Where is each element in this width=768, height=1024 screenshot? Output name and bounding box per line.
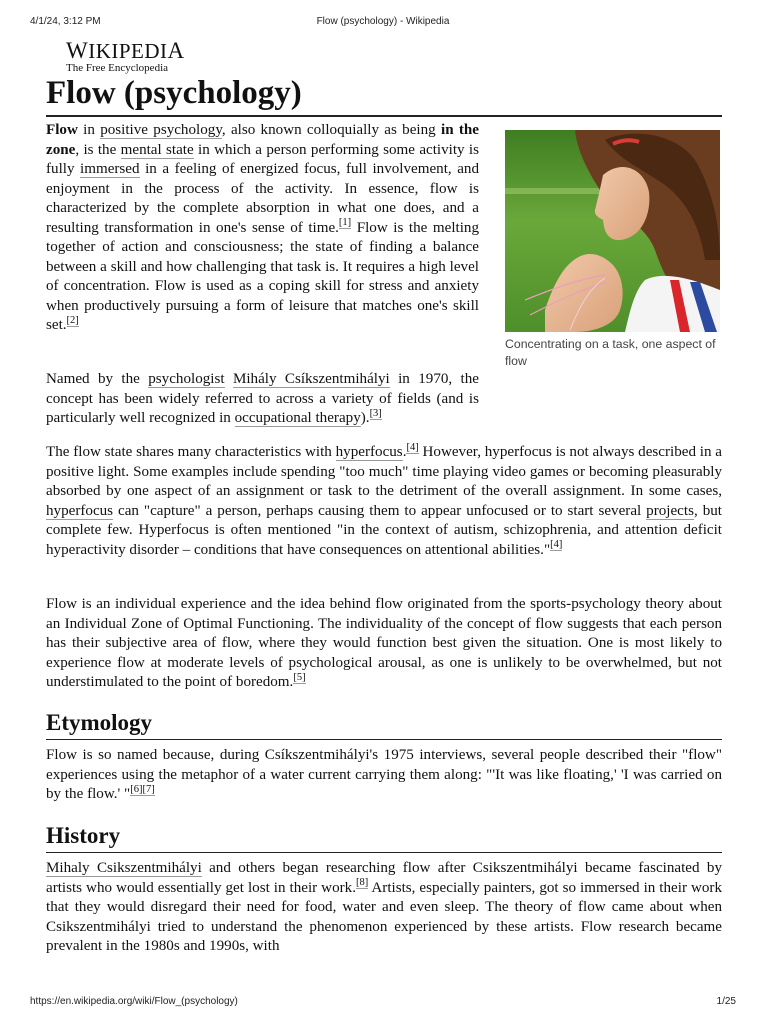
print-page-title: Flow (psychology) - Wikipedia	[316, 16, 450, 27]
section-heading-etymology: Etymology	[46, 710, 153, 735]
link-occupational-therapy[interactable]: occupational therapy	[234, 410, 361, 426]
figure-concentrating	[505, 130, 720, 370]
wikipedia-wordmark: WIKIPEDIA	[66, 38, 185, 63]
history-paragraph: Mihaly Csikszentmihályi and others began researching flow after Csikszentmihályi became fascinated by artists who would essentially get lost in their work.[8] Artists, especially painters, got so immersed in their work that they would disregard their need for food, water and even sleep. The theory of flow came about when Csikszentmihályi tried to understand the phenomenon experienced by these artists. Flow research became prevalent in the 1980s and 1990s, with	[46, 860, 722, 954]
print-footer	[30, 996, 736, 1010]
link-projects[interactable]: projects	[646, 502, 694, 519]
intro-paragraph-1: Flow in positive psychology, also known colloquially as being in the zone, is the mental state in which a person performing some activity is fully immersed in a feeling of energized focus, full involvement, and enjoyment in the process of the activity. In essence, flow is characterized by the complete absorption in what one does, and a resulting transformation in one's sense of time.[1] Flow is the melting together of action and consciousness; the state of finding a balance between a skill and how challenging that task is. It requires a high level of concentration. Flow is used as a coping skill for stress and anxiety when productively pursuing a form of leisure that matches one's skill set.[2]	[46, 122, 479, 333]
print-header	[30, 16, 736, 30]
citation-5[interactable]: [5]	[293, 671, 306, 683]
print-datetime: 4/1/24, 3:12 PM	[30, 16, 101, 27]
citation-2[interactable]: [2]	[66, 314, 79, 326]
history-divider	[46, 852, 722, 853]
link-positive-psychology[interactable]: positive psychology	[100, 122, 222, 138]
citation-6[interactable]: [6]	[130, 783, 143, 795]
link-hyperfocus[interactable]: hyperfocus	[335, 444, 403, 460]
etymology-paragraph: Flow is so named because, during Csíkszentmihályi's 1975 interviews, several people described their "flow" experiences using the metaphor of a water current carrying them along: "'It was like floating,' 'I was carried on by the flow.' "[6][7]	[46, 747, 722, 802]
print-url: https://en.wikipedia.org/wiki/Flow_(psychology)	[30, 996, 238, 1007]
link-mental-state[interactable]: mental state	[120, 141, 194, 158]
print-page-count: 1/25	[716, 996, 736, 1007]
link-mihaly-csikszentmihalyi-2[interactable]: Mihaly Csikszentmihályi	[46, 860, 202, 876]
photo-girl-concentrating[interactable]	[505, 130, 720, 332]
wikipedia-tagline: The Free Encyclopedia	[66, 62, 169, 74]
citation-4b[interactable]: [4]	[550, 539, 563, 551]
title-divider	[46, 115, 722, 117]
link-mihaly-csikszentmihalyi[interactable]: Mihály Csíkszentmihályi	[232, 371, 390, 387]
citation-7[interactable]: [7]	[142, 783, 155, 795]
wikipedia-logo[interactable]	[66, 40, 185, 74]
intro-paragraph-4: Flow is an individual experience and the idea behind flow originated from the sports-psychology theory about an Individual Zone of Optimal Functioning. The individuality of the concept of flow suggests that each person has their subjective area of flow, where they would function best given the situation. One is most likely to experience flow at moderate levels of psychological arousal, as one is unlikely to be overwhelmed, but not understimulated to the point of boredom.[5]	[46, 596, 722, 690]
link-psychologist[interactable]: psychologist	[148, 371, 225, 387]
figure-caption: Concentrating on a task, one aspect of flow	[505, 337, 716, 368]
citation-1[interactable]: [1]	[338, 217, 352, 229]
section-heading-history: History	[46, 823, 121, 848]
etymology-divider	[46, 739, 722, 740]
citation-4[interactable]: [4]	[406, 441, 419, 453]
link-hyperfocus-2[interactable]: hyperfocus	[46, 502, 114, 519]
page-title: Flow (psychology)	[46, 75, 302, 111]
link-immersed[interactable]: immersed	[80, 161, 140, 177]
citation-3[interactable]: [3]	[369, 407, 382, 419]
citation-8[interactable]: [8]	[355, 877, 369, 889]
intro-paragraph-2: Named by the psychologist Mihály Csíkszentmihályi in 1970, the concept has been widely referred to across a variety of fields (and is particularly well recognized in occupational therapy).[3]	[46, 371, 479, 426]
intro-paragraph-3: The flow state shares many characteristics with hyperfocus.[4] However, hyperfocus is not always described in a positive light. Some examples include spending "too much" time playing video games or becoming pleasurably absorbed by one aspect of an assignment or task to the detriment of the overall assignment. In some cases, hyperfocus can "capture" a person, perhaps causing them to appear unfocused or to start several projects, but complete few. Hyperfocus is often mentioned "in the context of autism, schizophrenia, and attention deficit hyperactivity disorder – conditions that have consequences on attentional abilities."[4]	[46, 441, 722, 558]
